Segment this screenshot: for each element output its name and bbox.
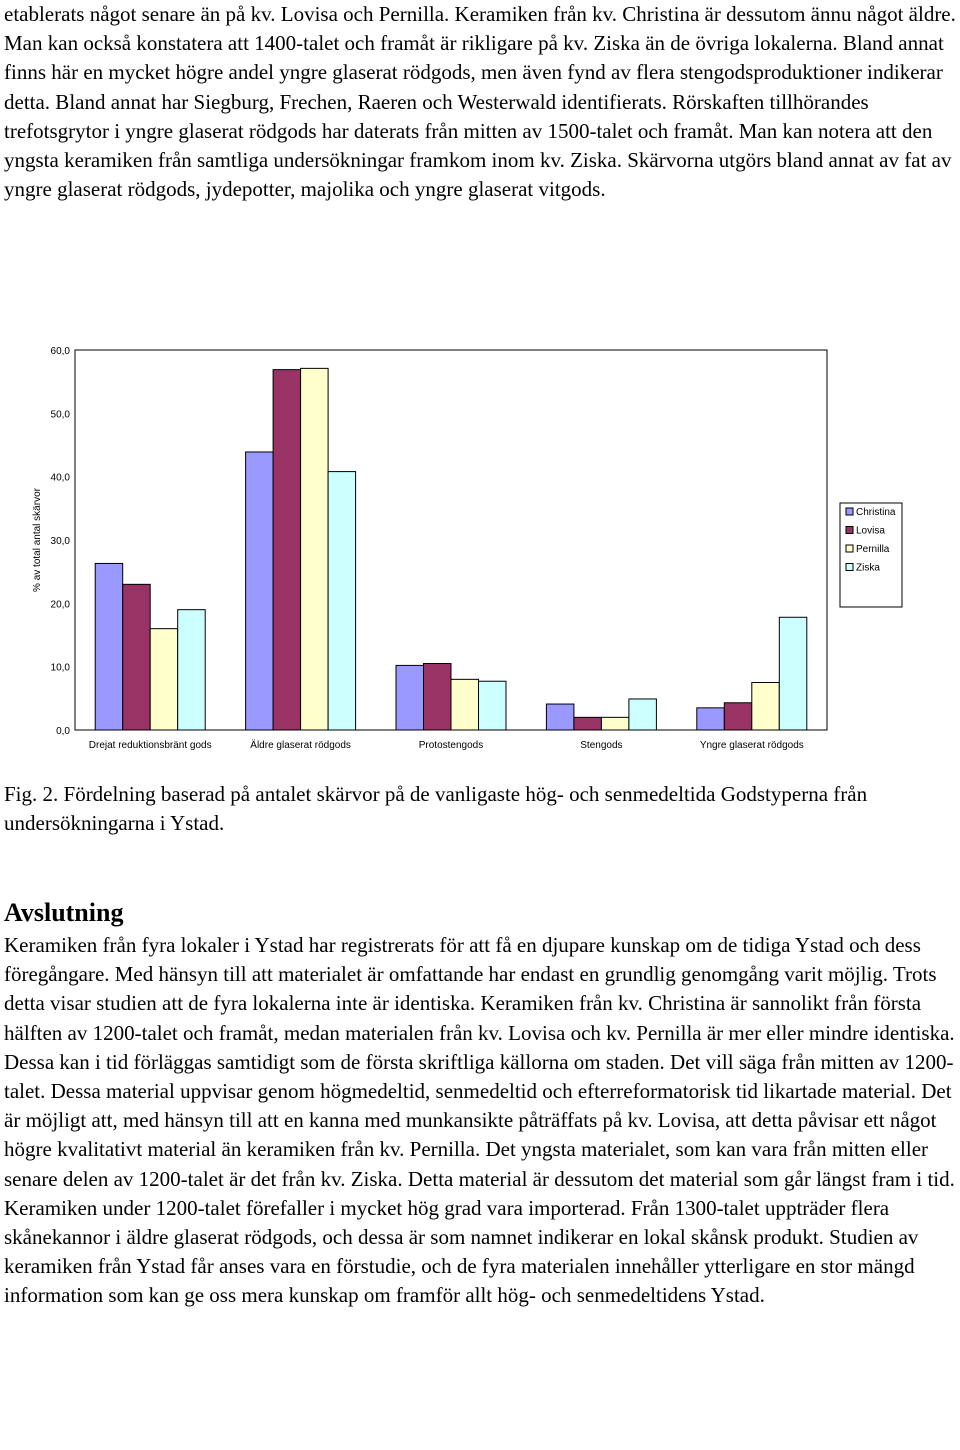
x-axis (89, 739, 804, 751)
bar-christina (546, 704, 574, 730)
legend-swatch (846, 527, 853, 534)
bar-ziska (479, 681, 507, 730)
x-tick-label: Protostengods (418, 740, 484, 751)
bar-lovisa (574, 717, 602, 730)
bar-pernilla (601, 717, 629, 730)
legend-swatch (846, 564, 853, 571)
bar-christina (396, 665, 424, 730)
legend-label: Christina (856, 507, 896, 518)
y-tick-label: 0,0 (56, 726, 70, 737)
bar-christina (697, 708, 725, 730)
bar-christina (246, 452, 274, 730)
y-axis (51, 346, 71, 737)
x-tick-label: Äldre glaserat rödgods (250, 740, 351, 751)
bar-lovisa (123, 584, 151, 730)
y-axis-label: % av total antal skärvor (32, 488, 43, 592)
bar-lovisa (724, 703, 752, 730)
conclusion-paragraph: Keramiken från fyra lokaler i Ystad har registrerats för att få en djupare kunskap om de tidiga Ystad och dess föregångare. Med hänsyn till att materialet är omfattande har endast en grundlig genomgång varit möjlig. Trots detta visar studien att de fyra lokalerna inte är identiska. Keramiken från kv. Christina är sannolikt från första hälften av 1200-talet och framåt, medan materialen från kv. Lovisa och kv. Pernilla är mer eller mindre identiska. Dessa kan i tid förläggas samtidigt som de första skriftliga källorna om staden. Det vill säga från mitten av 1200-talet. Dessa material uppvisar genom högmedeltid, senmedeltid och efterreformatorisk tid likartade material. Det är möjligt att, med hänsyn till att en kanna med munkansikte påträffats på kv. Lovisa, att detta påvisar ett något högre kvalitativt material än keramiken från kv. Pernilla. Det yngsta materialet, som kan vara från mitten eller senare delen av 1200-talet är det från kv. Ziska. Detta material är dessutom det material som går längst fram i tid. Keramiken under 1200-talet förefaller i mycket hög grad vara importerad. Från 1300-talet uppträder flera skånekannor i äldre glaserat rödgods, och dessa är som namnet indikerar en lokal skånsk produkt. Studien av keramiken från Ystad får anses vara en förstudie, och de fyra materialen innehåller ytterligare en stor mängd information som kan ge oss mera kunskap om framför allt hög- och senmedeltidens Ystad. (4, 933, 955, 1308)
intro-paragraph: etablerats något senare än på kv. Lovisa och Pernilla. Keramiken från kv. Christina är dessutom ännu något äldre. Man kan också konstatera att 1400-talet och framåt är rikligare på kv. Ziska än de övriga lokalerna. Bland annat finns här en mycket högre andel yngre glaserat rödgods, men även fynd av flera stengodsproduktioner indikerar detta. Bland annat har Siegburg, Frechen, Raeren och Westerwald identifierats. Rörskaften tillhörandes trefotsgrytor i yngre glaserat rödgods har daterats från mitten av 1500-talet och framåt. Man kan notera att den yngsta keramiken från samtliga undersökningar framkom inom kv. Ziska. Skärvorna utgörs bland annat av fat av yngre glaserat rödgods, jydepotter, majolika och yngre glaserat vitgods. (4, 2, 956, 202)
y-tick-label: 20,0 (50, 599, 70, 611)
y-tick-label: 50,0 (50, 409, 70, 421)
bar-ziska (178, 610, 206, 730)
bar-pernilla (301, 368, 329, 730)
legend-label: Lovisa (856, 525, 885, 537)
y-tick-label: 10,0 (50, 662, 70, 674)
bar-ziska (629, 699, 657, 730)
bar-pernilla (150, 629, 178, 730)
x-tick-label: Drejat reduktionsbränt gods (88, 740, 212, 751)
bar-lovisa (424, 664, 452, 731)
y-tick-label: 30,0 (50, 536, 70, 547)
figure-caption: Fig. 2. Fördelning baserad på antalet skärvor på de vanligaste hög- och senmedeltida Godstyperna från undersökningarna i Ystad. (4, 782, 868, 836)
legend-box (840, 503, 902, 607)
x-tick-label: Stengods (580, 740, 623, 751)
bar-pernilla (451, 679, 479, 730)
bar-ziska (779, 617, 807, 730)
x-tick-label: Yngre glaserat rödgods (699, 740, 804, 751)
y-tick-label: 60,0 (50, 346, 70, 357)
legend-swatch (846, 508, 853, 515)
legend-swatch (846, 545, 853, 552)
bar-ziska (328, 472, 356, 730)
bar-chart (0, 330, 960, 770)
bar-christina (95, 563, 123, 730)
bar-lovisa (273, 370, 301, 730)
legend-label: Pernilla (856, 544, 890, 555)
legend-label: Ziska (856, 562, 880, 574)
bar-pernilla (752, 683, 780, 731)
y-tick-label: 40,0 (50, 472, 70, 484)
section-heading: Avslutning (4, 898, 124, 927)
